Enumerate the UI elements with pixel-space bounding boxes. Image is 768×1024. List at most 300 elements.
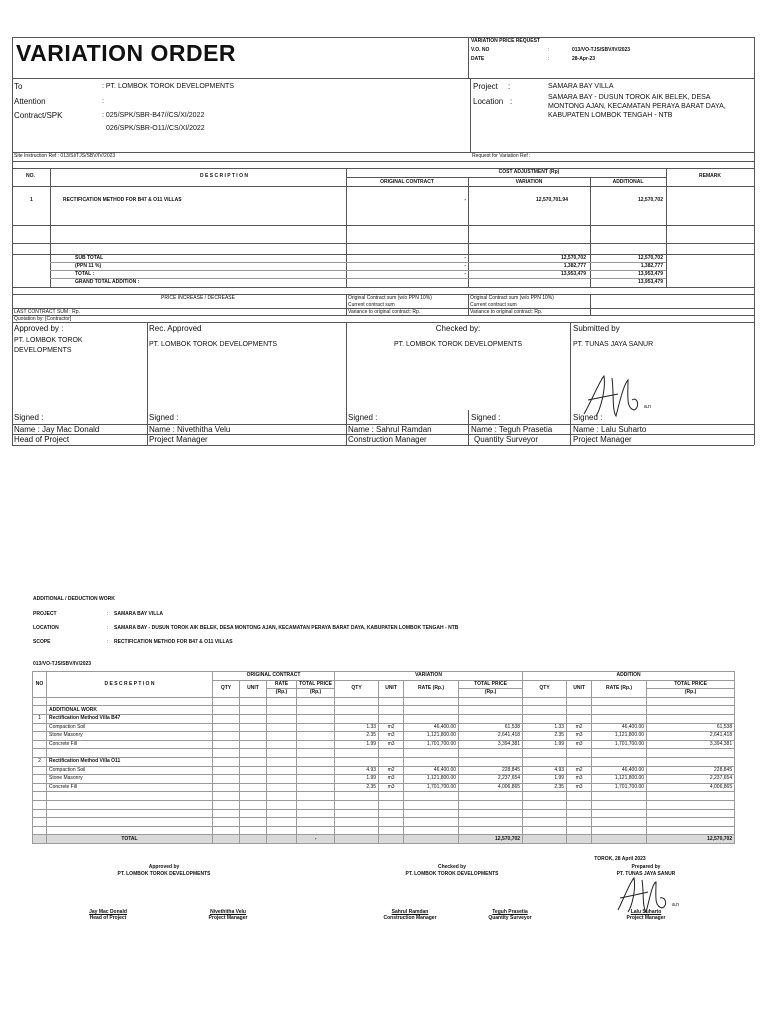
detail-cell-at: [647, 792, 735, 801]
detail-row: [33, 800, 735, 809]
detail-cell-at: [647, 800, 735, 809]
detail-cell-vu: m3: [379, 740, 404, 749]
detail-cell-ot: [297, 766, 335, 775]
detail-cell-ou: [240, 749, 267, 758]
contract-value-1: : 025/SPK/SBR-B47//CS/XI/2022: [102, 112, 205, 119]
detail-cell-vt: [459, 800, 523, 809]
detail-location-colon: :: [107, 625, 109, 631]
grand-total-add: 13,953,479: [637, 279, 663, 285]
detail-cell-or: [267, 749, 297, 758]
detail-cell-desc: Stone Masonry: [47, 775, 213, 784]
col-remark-header: REMARK: [699, 173, 721, 179]
signatory-name-1: Name : Jay Mac Donald: [14, 425, 100, 434]
detail-cell-au: [567, 800, 592, 809]
detail-cell-aq: 1.99: [523, 775, 567, 784]
detail-cell-ar: [592, 792, 647, 801]
vo-no-colon: :: [548, 47, 550, 53]
detail-no-header: NO: [33, 672, 47, 698]
bottom-signer-name-1: Jay Mac Donald: [89, 909, 127, 915]
detail-cell-no: [33, 818, 47, 827]
detail-cell-or: [267, 757, 297, 766]
detail-project-colon: :: [107, 611, 109, 617]
prepared-company: PT. TUNAS JAYA SANUR: [616, 871, 676, 877]
detail-cell-oq: [213, 732, 240, 741]
detail-ref: 013/VO-TJS/SBV/IV/2023: [33, 661, 92, 667]
orig-sum-label-2: Original Contract sum (w/o PPN 10%): [470, 295, 554, 301]
signatory-name-5: Name : Lalu Suharto: [573, 425, 647, 434]
detail-cell-ar: 1,121,800.00: [592, 775, 647, 784]
detail-cell-ar: [592, 757, 647, 766]
location-line-1: SAMARA BAY - DUSUN TOROK AIK BELEK, DESA: [548, 94, 711, 101]
detail-cell-vu: m3: [379, 783, 404, 792]
detail-row: [33, 783, 735, 792]
detail-cell-aq: 4.93: [523, 766, 567, 775]
detail-cell-ot: [297, 749, 335, 758]
detail-cell-at: [647, 706, 735, 715]
detail-row: [33, 732, 735, 741]
quotation-by: Quotation by: [Contractor]: [14, 316, 72, 322]
detail-cell-vr: [404, 800, 459, 809]
project-label: Project: [473, 82, 498, 91]
row-description: RECTIFICATION METHOD FOR B47 & O11 VILLAS: [63, 197, 182, 203]
detail-cell-ar: 1,701,700.00: [592, 740, 647, 749]
detail-cell-vq: 1.33: [335, 723, 379, 732]
bottom-signer-role-5: Project Manager: [626, 915, 666, 921]
detail-cell-aq: [523, 800, 567, 809]
detail-cell-oq: [213, 800, 240, 809]
bottom-signer-role-3: Construction Manager: [383, 915, 437, 921]
project-colon: :: [508, 82, 511, 91]
checked-by-label: Checked by:: [435, 324, 481, 333]
detail-cell-no: [33, 740, 47, 749]
cost-adjustment-header: COST ADJUSTMENT (Rp): [498, 169, 560, 175]
detail-cell-desc: Compaction Soil: [47, 766, 213, 775]
detail-cell-ar: [592, 706, 647, 715]
detail-cell-ou: [240, 740, 267, 749]
detail-cell-vr: [404, 792, 459, 801]
ppn-label: (PPN 11 %): [75, 263, 102, 269]
detail-cell-or: [267, 783, 297, 792]
detail-cell-ar: 46,400.00: [592, 766, 647, 775]
col-no-header: NO.: [26, 173, 35, 179]
detail-cell-au: m3: [567, 775, 592, 784]
detail-cell-ou: [240, 757, 267, 766]
signature-lalu-suharto: [578, 370, 658, 422]
ppn-add: 1,382,777: [640, 263, 663, 269]
rec-approved-company: PT. LOMBOK TOROK DEVELOPMENTS: [149, 341, 278, 348]
detail-cell-au: m2: [567, 723, 592, 732]
detail-cell-oq: [213, 749, 240, 758]
detail-cell-vq: [335, 800, 379, 809]
detail-cell-ot: [297, 714, 335, 723]
detail-scope-label: SCOPE: [33, 639, 51, 645]
detail-total-var: 12,570,702: [459, 835, 523, 844]
detail-cell-no: [33, 749, 47, 758]
detail-cell-or: [267, 775, 297, 784]
detail-cell-aq: [523, 714, 567, 723]
detail-cell-vt: [459, 714, 523, 723]
total-var: 13,953,479: [560, 271, 586, 277]
detail-cell-vr: 1,701,700.00: [404, 783, 459, 792]
detail-cell-oq: [213, 783, 240, 792]
detail-orig-header: ORIGINAL CONTRACT: [213, 672, 335, 681]
detail-var-header: VARIATION: [335, 672, 523, 681]
detail-cell-ot: [297, 723, 335, 732]
detail-cell-vr: [404, 714, 459, 723]
signatory-name-3: Name : Sahrul Ramdan: [348, 425, 432, 434]
detail-cell-ot: [297, 732, 335, 741]
detail-cell-aq: [523, 818, 567, 827]
detail-cell-vu: [379, 826, 404, 835]
detail-cell-vq: 1.99: [335, 775, 379, 784]
detail-cell-vt: 2,237,654: [459, 775, 523, 784]
signed-label-4: Signed :: [471, 413, 501, 422]
curr-sum-label-2: Current contract sum: [470, 302, 517, 308]
detail-cell-vt: [459, 818, 523, 827]
detail-cell-vq: 1.99: [335, 740, 379, 749]
detail-cell-vq: [335, 792, 379, 801]
detail-cell-ot: [297, 740, 335, 749]
ppn-var: 1,382,777: [563, 263, 586, 269]
contract-value-2: 026/SPK/SBR-O11//CS/XI/2022: [106, 125, 205, 132]
detail-scope-colon: :: [107, 639, 109, 645]
detail-cell-ou: [240, 766, 267, 775]
project-value: SAMARA BAY VILLA: [548, 83, 614, 90]
to-label: To: [14, 82, 23, 91]
detail-cell-at: [647, 809, 735, 818]
detail-cell-ou: [240, 809, 267, 818]
detail-cell-or: [267, 826, 297, 835]
detail-cell-ou: [240, 818, 267, 827]
detail-row: [33, 757, 735, 766]
date-value: 28-Apr-23: [572, 56, 596, 62]
detail-cell-ar: [592, 749, 647, 758]
orig-rate-rp-header: (Rp.): [267, 689, 297, 698]
detail-cell-vr: [404, 749, 459, 758]
detail-cell-vu: [379, 757, 404, 766]
detail-cell-ot: [297, 706, 335, 715]
detail-cell-ou: [240, 706, 267, 715]
detail-cell-vq: [335, 757, 379, 766]
detail-cell-at: 61,538: [647, 723, 735, 732]
detail-row: [33, 818, 735, 827]
detail-row: [33, 809, 735, 818]
svg-text:a.n: a.n: [672, 902, 679, 908]
detail-cell-vt: [459, 757, 523, 766]
detail-cell-no: [33, 783, 47, 792]
detail-cell-vq: [335, 706, 379, 715]
detail-cell-oq: [213, 706, 240, 715]
detail-cell-aq: [523, 792, 567, 801]
detail-cell-at: [647, 757, 735, 766]
orig-qty-header: QTY: [213, 680, 240, 697]
detail-cell-at: [647, 749, 735, 758]
detail-cell-aq: 1.33: [523, 723, 567, 732]
detail-total-orig: -: [297, 835, 335, 844]
detail-scope-value: RECTIFICATION METHOD FOR B47 & O11 VILLAS: [114, 639, 233, 645]
add-unit-header: UNIT: [567, 680, 592, 697]
detail-cell-vu: m3: [379, 732, 404, 741]
detail-cell-oq: [213, 809, 240, 818]
approved-company-bottom: PT. LOMBOK TOROK DEVELOPMENTS: [117, 871, 211, 877]
detail-cell-no: [33, 826, 47, 835]
bottom-signer-name-5: Lalu Suharto: [630, 909, 662, 915]
detail-cell-at: [647, 818, 735, 827]
attention-label: Attention: [14, 97, 46, 106]
detail-cell-at: [647, 826, 735, 835]
detail-title: ADDITIONAL / DEDUCTION WORK: [33, 596, 115, 602]
date-colon: :: [548, 56, 550, 62]
subtotal-add: 12,570,702: [637, 255, 663, 261]
detail-cell-vq: 2.35: [335, 732, 379, 741]
detail-cell-desc: Concrete Fill: [47, 740, 213, 749]
detail-cell-no: [33, 732, 47, 741]
row-no: 1: [30, 197, 33, 203]
detail-cell-no: 1: [33, 714, 47, 723]
detail-cell-vq: [335, 826, 379, 835]
bottom-signer-role-4: Quantity Surveyor: [488, 915, 532, 921]
orig-total-rp-header: (Rp.): [297, 689, 335, 698]
detail-cell-au: [567, 826, 592, 835]
detail-cell-at: [647, 714, 735, 723]
detail-cell-ot: [297, 826, 335, 835]
detail-cell-au: [567, 809, 592, 818]
detail-cell-or: [267, 809, 297, 818]
detail-cell-at: 4,006,865: [647, 783, 735, 792]
detail-cell-or: [267, 740, 297, 749]
detail-rows: [33, 706, 735, 835]
checked-company: PT. LOMBOK TOROK DEVELOPMENTS: [393, 341, 523, 348]
detail-cell-desc: Concrete Fill: [47, 783, 213, 792]
orig-unit-header: UNIT: [240, 680, 267, 697]
detail-row: [33, 723, 735, 732]
grand-total-label: GRAND TOTAL ADDITION :: [75, 279, 140, 285]
detail-row: [33, 792, 735, 801]
detail-cell-no: [33, 775, 47, 784]
detail-table: [32, 671, 735, 844]
detail-cell-desc: ADDITIONAL WORK: [47, 706, 213, 715]
signatory-role-3: Construction Manager: [348, 435, 427, 444]
bottom-signer-name-3: Sahrul Ramdan: [391, 909, 429, 915]
detail-cell-desc: [47, 818, 213, 827]
detail-cell-au: [567, 749, 592, 758]
detail-cell-oq: [213, 740, 240, 749]
detail-cell-ot: [297, 800, 335, 809]
detail-cell-oq: [213, 757, 240, 766]
detail-cell-ou: [240, 783, 267, 792]
date-label: DATE: [471, 56, 485, 62]
detail-add-header: ADDITION: [523, 672, 735, 681]
detail-cell-vt: [459, 792, 523, 801]
detail-cell-au: [567, 714, 592, 723]
location-line-3: KABUPATEN LOMBOK TENGAH - NTB: [548, 112, 673, 119]
detail-row: [33, 740, 735, 749]
last-contract-sum: LAST CONTRACT SUM : Rp.: [14, 309, 80, 315]
detail-total-label: TOTAL: [47, 835, 213, 844]
detail-cell-oq: [213, 775, 240, 784]
col-additional-header: ADDITIONAL: [612, 179, 644, 185]
detail-cell-at: 3,394,381: [647, 740, 735, 749]
col-variation-header: VARIATION: [515, 179, 543, 185]
checked-company-bottom: PT. LOMBOK TOROK DEVELOPMENTS: [405, 871, 499, 877]
detail-cell-aq: [523, 706, 567, 715]
detail-cell-vr: [404, 818, 459, 827]
bottom-signer-name-2: Nivethitha Velu: [210, 909, 246, 915]
row-additional: 12,570,702: [637, 197, 663, 203]
total-orig: -: [464, 271, 466, 277]
detail-project-label: PROJECT: [33, 611, 57, 617]
detail-cell-vt: [459, 749, 523, 758]
detail-cell-ou: [240, 792, 267, 801]
orig-rate-header: RATE: [267, 680, 297, 689]
detail-row: [33, 714, 735, 723]
detail-cell-au: m3: [567, 732, 592, 741]
prepared-label: Prepared by: [631, 864, 661, 870]
orig-sum-label-1: Original Contract sum (w/o PPN 10%): [348, 295, 432, 301]
detail-cell-ar: [592, 809, 647, 818]
add-total-header: TOTAL PRICE: [647, 680, 735, 689]
detail-cell-or: [267, 818, 297, 827]
detail-cell-au: [567, 706, 592, 715]
detail-cell-aq: [523, 757, 567, 766]
detail-cell-au: [567, 792, 592, 801]
detail-cell-desc: [47, 826, 213, 835]
detail-cell-oq: [213, 766, 240, 775]
add-total-rp-header: (Rp.): [647, 689, 735, 698]
detail-cell-oq: [213, 714, 240, 723]
detail-location-value: SAMARA BAY - DUSUN TOROK AIK BELEK, DESA MONTONG AJAN, KECAMATAN PERAYA BARAT DAYA, KABUPATEN LOMBOK TENGAH - NTB: [114, 625, 459, 631]
curr-sum-label-1: Current contract sum: [348, 302, 395, 308]
detail-cell-ou: [240, 775, 267, 784]
detail-cell-or: [267, 723, 297, 732]
row-original: -: [464, 197, 466, 203]
detail-row: [33, 775, 735, 784]
detail-cell-or: [267, 792, 297, 801]
detail-cell-ou: [240, 826, 267, 835]
detail-cell-ot: [297, 775, 335, 784]
submitted-company: PT. TUNAS JAYA SANUR: [573, 341, 654, 348]
variance-label-2: Variance to original contract: Rp.: [470, 309, 543, 315]
subtotal-orig: -: [464, 255, 466, 261]
add-qty-header: QTY: [523, 680, 567, 697]
detail-cell-vr: [404, 826, 459, 835]
detail-cell-at: 228,845: [647, 766, 735, 775]
detail-cell-au: [567, 818, 592, 827]
detail-cell-au: m2: [567, 766, 592, 775]
svg-text:a.n: a.n: [644, 404, 651, 410]
row-variation: 12,570,701.94: [536, 197, 568, 203]
detail-cell-or: [267, 714, 297, 723]
detail-cell-ou: [240, 732, 267, 741]
detail-cell-aq: 1.99: [523, 740, 567, 749]
detail-cell-vr: [404, 809, 459, 818]
detail-cell-vq: [335, 809, 379, 818]
signed-label-1: Signed :: [14, 413, 44, 422]
approved-label: Approved by: [148, 864, 180, 870]
orig-total-header: TOTAL PRICE: [297, 680, 335, 689]
detail-cell-desc: [47, 792, 213, 801]
document-title: VARIATION ORDER: [16, 40, 237, 66]
var-qty-header: QTY: [335, 680, 379, 697]
var-total-rp-header: (Rp.): [459, 689, 523, 698]
detail-cell-vu: m2: [379, 723, 404, 732]
detail-cell-vu: [379, 792, 404, 801]
approved-by-label: Approved by :: [14, 324, 64, 333]
col-original-contract-header: ORIGINAL CONTRACT: [380, 179, 434, 185]
detail-cell-no: [33, 723, 47, 732]
detail-cell-desc: [47, 749, 213, 758]
detail-cell-at: 2,237,654: [647, 775, 735, 784]
detail-cell-desc: Rectification Method Villa O11: [47, 757, 213, 766]
detail-cell-vq: [335, 714, 379, 723]
detail-desc-header: D E S C R E P T I O N: [47, 672, 213, 698]
detail-cell-no: [33, 792, 47, 801]
detail-cell-au: m3: [567, 783, 592, 792]
detail-cell-aq: 2.35: [523, 732, 567, 741]
detail-cell-aq: [523, 749, 567, 758]
detail-cell-ou: [240, 714, 267, 723]
subtotal-label: SUB TOTAL: [75, 255, 104, 261]
detail-cell-ot: [297, 757, 335, 766]
detail-cell-vr: 1,121,800.00: [404, 775, 459, 784]
signatory-name-4: Name : Teguh Prasetia: [471, 425, 553, 434]
detail-cell-ar: [592, 800, 647, 809]
detail-cell-vu: [379, 749, 404, 758]
total-label: TOTAL :: [75, 271, 95, 277]
detail-cell-vu: [379, 818, 404, 827]
detail-cell-ot: [297, 792, 335, 801]
detail-cell-vu: [379, 714, 404, 723]
detail-cell-ar: 1,701,700.00: [592, 783, 647, 792]
detail-cell-vq: 2.35: [335, 783, 379, 792]
detail-cell-ar: [592, 818, 647, 827]
detail-cell-vu: m2: [379, 766, 404, 775]
detail-cell-desc: Stone Masonry: [47, 732, 213, 741]
detail-cell-ar: [592, 714, 647, 723]
detail-cell-vr: 46,400.00: [404, 766, 459, 775]
variance-label-1: Variance to original contract: Rp.: [348, 309, 421, 315]
detail-cell-ot: [297, 783, 335, 792]
bottom-signer-role-1: Head of Project: [89, 915, 127, 921]
detail-cell-vt: 4,006,865: [459, 783, 523, 792]
meta-heading: VARIATION PRICE REQUEST: [471, 38, 540, 44]
detail-cell-vq: 4.93: [335, 766, 379, 775]
signed-label-3: Signed :: [348, 413, 378, 422]
detail-cell-or: [267, 800, 297, 809]
request-variation-ref: Request for Variation Ref :: [472, 153, 531, 159]
detail-cell-ar: 1,121,800.00: [592, 732, 647, 741]
vo-no-label: V.O. NO: [471, 47, 490, 53]
detail-cell-desc: Rectification Method Villa B47: [47, 714, 213, 723]
detail-cell-vr: 46,400.00: [404, 723, 459, 732]
detail-cell-vu: [379, 800, 404, 809]
signatory-name-2: Name : Nivethitha Velu: [149, 425, 231, 434]
detail-row: [33, 826, 735, 835]
add-rate-header: RATE (Rp.): [592, 680, 647, 697]
detail-cell-vt: [459, 809, 523, 818]
detail-cell-ot: [297, 809, 335, 818]
subtotal-var: 12,570,702: [560, 255, 586, 261]
detail-cell-vr: 1,121,800.00: [404, 732, 459, 741]
ppn-orig: -: [464, 263, 466, 269]
detail-cell-or: [267, 766, 297, 775]
detail-cell-or: [267, 732, 297, 741]
detail-cell-oq: [213, 818, 240, 827]
detail-cell-vt: 2,641,418: [459, 732, 523, 741]
detail-cell-vt: 228,845: [459, 766, 523, 775]
vo-no-value: 013/VO-TJS/SBV/IV/2023: [572, 47, 631, 53]
detail-project-value: SAMARA BAY VILLA: [114, 611, 163, 617]
